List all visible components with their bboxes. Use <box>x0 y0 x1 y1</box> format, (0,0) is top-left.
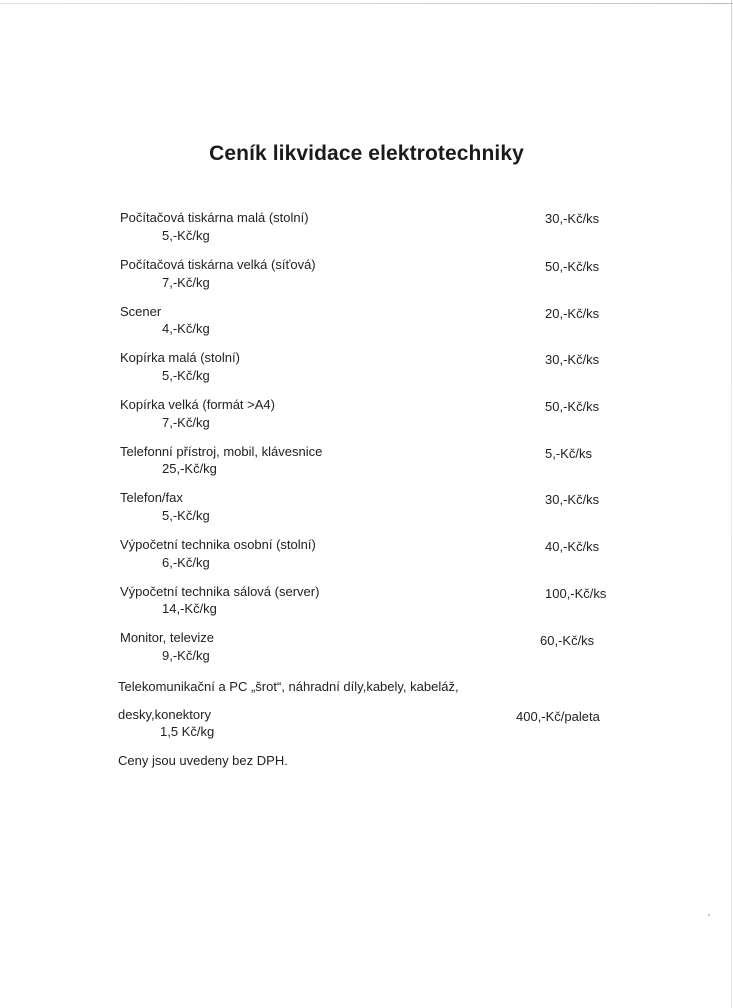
scan-speck <box>708 914 710 916</box>
item-name: Počítačová tiskárna velká (síťová) <box>120 257 316 272</box>
item-name: Kopírka velká (formát >A4) <box>120 397 275 412</box>
item-name: Telefon/fax <box>120 490 183 505</box>
item-weight-price: 9,-Kč/kg <box>162 648 210 663</box>
misc-line-2: desky,konektory <box>118 707 211 722</box>
item-weight-price: 5,-Kč/kg <box>162 508 210 523</box>
item-unit-price: 50,-Kč/ks <box>545 399 600 414</box>
item-unit-price: 30,-Kč/ks <box>545 211 600 226</box>
item-unit-price: 20,-Kč/ks <box>545 306 600 321</box>
item-weight-price: 6,-Kč/kg <box>162 555 210 570</box>
item-weight-price: 4,-Kč/kg <box>162 321 210 336</box>
item-weight-price: 5,-Kč/kg <box>162 368 210 383</box>
item-weight-price: 5,-Kč/kg <box>162 228 210 243</box>
item-unit-price: 60,-Kč/ks <box>540 633 595 648</box>
page-title: Ceník likvidace elektrotechniky <box>209 142 524 165</box>
item-name: Počítačová tiskárna malá (stolní) <box>120 210 309 225</box>
item-unit-price: 40,-Kč/ks <box>545 539 600 554</box>
item-name: Výpočetní technika osobní (stolní) <box>120 537 316 552</box>
item-name: Scener <box>120 304 162 319</box>
item-name: Kopírka malá (stolní) <box>120 350 240 365</box>
item-weight-price: 14,-Kč/kg <box>162 601 217 616</box>
vat-note: Ceny jsou uvedeny bez DPH. <box>118 753 288 768</box>
item-weight-price: 7,-Kč/kg <box>162 415 210 430</box>
item-weight-price: 25,-Kč/kg <box>162 461 217 476</box>
item-unit-price: 50,-Kč/ks <box>545 259 600 274</box>
item-name: Monitor, televize <box>120 630 214 645</box>
item-unit-price: 30,-Kč/ks <box>545 492 600 507</box>
misc-weight-price: 1,5 Kč/kg <box>160 724 215 739</box>
item-weight-price: 7,-Kč/kg <box>162 275 210 290</box>
item-name: Telefonní přístroj, mobil, klávesnice <box>120 444 323 459</box>
scan-edge-top <box>0 3 733 4</box>
item-name: Výpočetní technika sálová (server) <box>120 584 320 599</box>
misc-unit-price: 400,-Kč/paleta <box>516 709 600 724</box>
item-unit-price: 30,-Kč/ks <box>545 352 600 367</box>
item-unit-price: 5,-Kč/ks <box>545 446 592 461</box>
item-unit-price: 100,-Kč/ks <box>545 586 607 601</box>
misc-line-1: Telekomunikační a PC „šrot“, náhradní díly,kabely, kabeláž, <box>118 679 459 694</box>
